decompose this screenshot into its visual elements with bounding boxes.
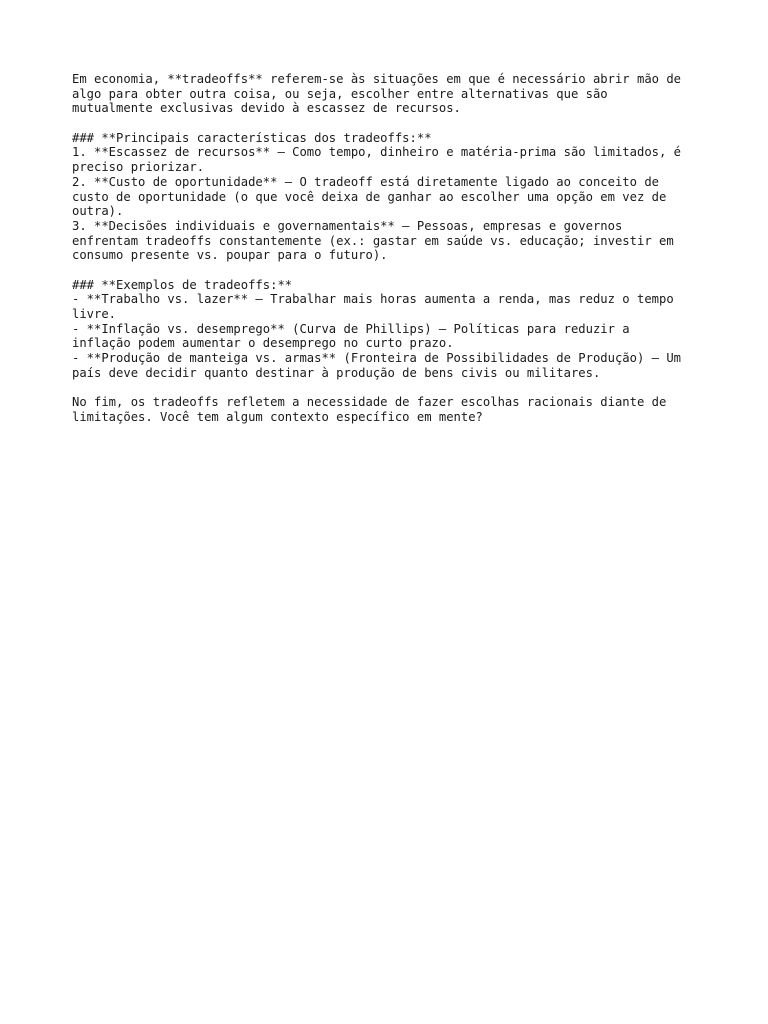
intro-paragraph [72, 72, 702, 116]
list-line: - **Trabalho vs. lazer** – Trabalhar mais horas aumenta a renda, mas reduz o tempo [72, 292, 674, 307]
characteristics-heading: ### **Principais características dos tradeoffs:** [72, 130, 432, 145]
text-line: limitações. Você tem algum contexto específico em mente? [72, 409, 483, 424]
list-line: 3. **Decisões individuais e governamentais** – Pessoas, empresas e governos [72, 218, 623, 233]
paragraph-gap [72, 116, 702, 131]
paragraph-gap [72, 263, 702, 278]
paragraph-gap [72, 380, 702, 395]
list-line: inflação podem aumentar o desemprego no curto prazo. [72, 336, 454, 351]
list-line: enfrentam tradeoffs constantemente (ex.: gastar em saúde vs. educação; investir em [72, 233, 674, 248]
list-line: consumo presente vs. poupar para o futuro). [72, 248, 388, 263]
list-line: 2. **Custo de oportunidade** – O tradeoff está diretamente ligado ao conceito de [72, 174, 659, 189]
list-line: país deve decidir quanto destinar à produção de bens civis ou militares. [72, 365, 601, 380]
list-line: livre. [72, 307, 117, 321]
text-line: mutualmente exclusivas devido à escassez de recursos. [72, 101, 461, 116]
list-line: 1. **Escassez de recursos** – Como tempo, dinheiro e matéria-prima são limitados, é [72, 145, 682, 160]
text-line: Em economia, **tradeoffs** referem-se às situações em que é necessário abrir mão de [72, 72, 682, 86]
list-line: preciso priorizar. [72, 160, 205, 175]
list-line: - **Inflação vs. desemprego** (Curva de Phillips) – Políticas para reduzir a [72, 321, 630, 336]
document-body [72, 72, 702, 425]
examples-heading: ### **Exemplos de tradeoffs:** [72, 277, 293, 292]
list-line: custo de oportunidade (o que você deixa de ganhar ao escolher uma opção em vez de [72, 189, 667, 204]
list-line: outra). [72, 204, 124, 219]
text-line: algo para obter outra coisa, ou seja, escolher entre alternativas que são [72, 86, 608, 101]
examples-section [72, 278, 702, 381]
list-line: - **Produção de manteiga vs. armas** (Fronteira de Possibilidades de Produção) – Um [72, 351, 682, 366]
conclusion-paragraph [72, 395, 702, 424]
characteristics-section [72, 131, 702, 263]
text-line: No fim, os tradeoffs refletem a necessidade de fazer escolhas racionais diante de [72, 395, 667, 410]
